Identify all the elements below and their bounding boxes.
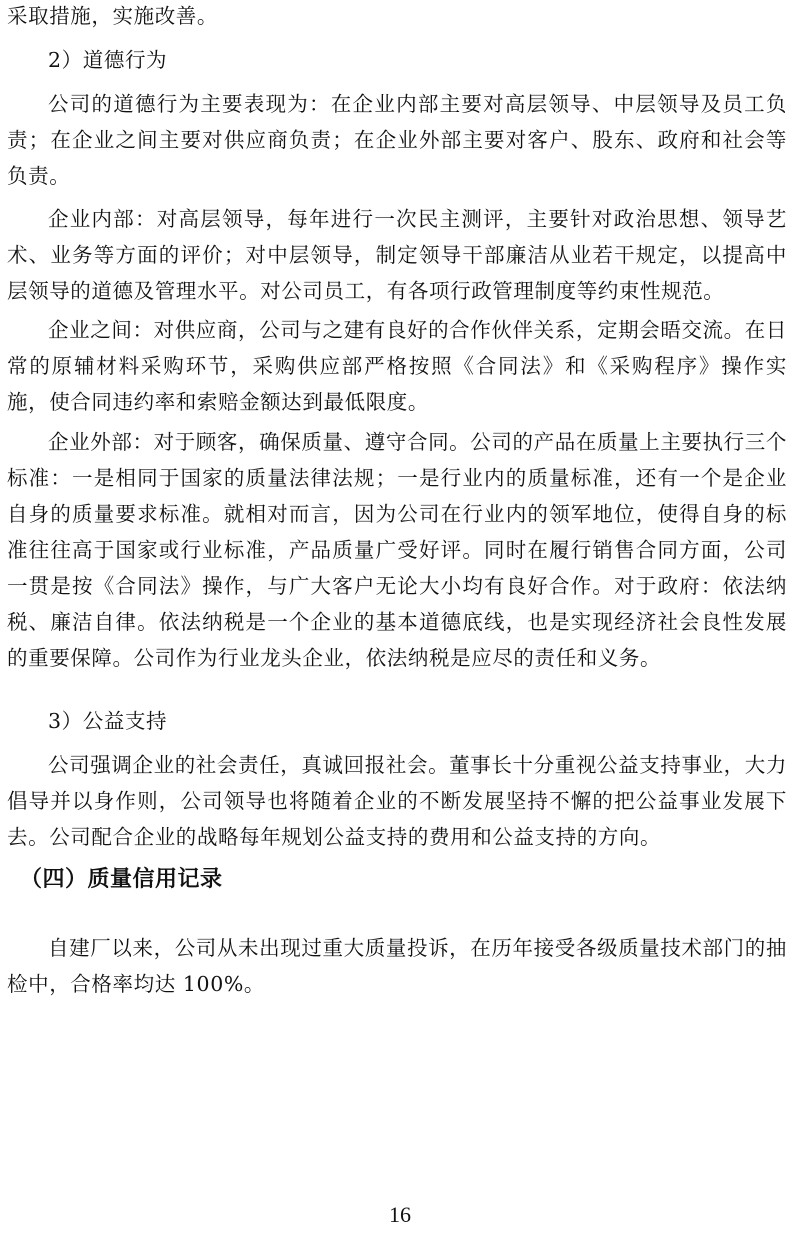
paragraph-internal: 企业内部：对高层领导，每年进行一次民主测评，主要针对政治思想、领导艺术、业务等方面的评价；对中层领导，制定领导干部廉洁从业若干规定，以提高中层领导的道德及管理水平。对公司员工，有各项行政管理制度等约束性规范。 [7,207,787,303]
paragraph-continuation: 采取措施，实施改善。 [7,4,218,28]
paragraph-moral-intro: 公司的道德行为主要表现为：在企业内部主要对高层领导、中层领导及员工负责；在企业之间主要对供应商负责；在企业外部主要对客户、股东、政府和社会等负责。 [7,92,787,188]
page-number: 16 [389,1202,411,1227]
paragraph-external: 企业外部：对于顾客，确保质量、遵守合同。公司的产品在质量上主要执行三个标准：一是相同于国家的质量法律法规；一是行业内的质量标准，还有一个是企业自身的质量要求标准。就相对而言，因为公司在行业内的领军地位，使得自身的标准往往高于国家或行业标准，产品质量广受好评。同时在履行销售合同方面，公司一贯是按《合同法》操作，与广大客户无论大小均有良好合作。对于政府：依法纳税、廉洁自律。依法纳税是一个企业的基本道德底线，也是实现经济社会良性发展的重要保障。公司作为行业龙头企业，依法纳税是应尽的责任和义务。 [7,430,787,670]
paragraph-between-enterprises: 企业之间：对供应商，公司与之建有良好的合作伙伴关系，定期会晤交流。在日常的原辅材料采购环节，采购供应部严格按照《合同法》和《采购程序》操作实施，使合同违约率和索赔金额达到最低限度。 [7,318,787,414]
paragraph-quality-record: 自建厂以来，公司从未出现过重大质量投诉，在历年接受各级质量技术部门的抽检中，合格率均达 100%。 [7,936,787,996]
subheading-public-welfare: 3）公益支持 [48,709,168,733]
subheading-moral-behavior: 2）道德行为 [48,48,168,72]
paragraph-public-welfare: 公司强调企业的社会责任，真诚回报社会。董事长十分重视公益支持事业，大力倡导并以身作则，公司领导也将随着企业的不断发展坚持不懈的把公益事业发展下去。公司配合企业的战略每年规划公益支持的费用和公益支持的方向。 [7,753,787,849]
section-heading-quality-record: （四）质量信用记录 [20,867,223,892]
